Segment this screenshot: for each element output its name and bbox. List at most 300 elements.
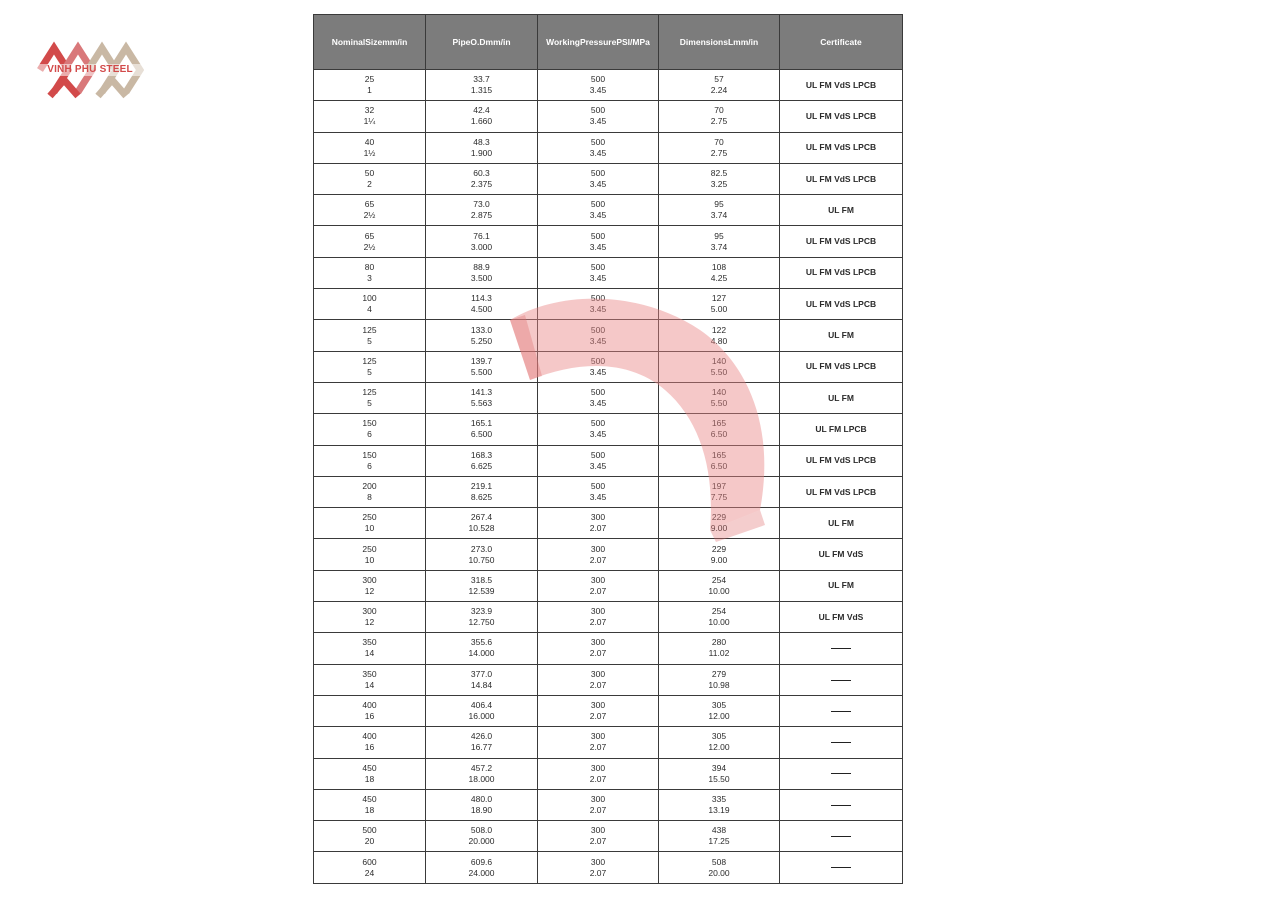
cell-nominal-size-imperial: 1 — [367, 85, 372, 96]
cell-working-pressure-metric: 300 — [590, 856, 606, 867]
cell-dimension-l — [659, 633, 780, 664]
cell-dimension-l-metric: 140 — [711, 355, 727, 366]
cell-nominal-size — [314, 664, 426, 695]
header-working-pressure: WorkingPressurePSI/MPa — [538, 15, 659, 70]
cell-nominal-size-imperial: 6 — [367, 429, 372, 440]
cell-nominal-size — [314, 195, 426, 226]
cell-nominal-size — [314, 852, 426, 884]
cell-pipe-od — [426, 476, 538, 507]
cell-nominal-size-imperial: 24 — [364, 867, 375, 878]
cell-working-pressure — [538, 101, 659, 132]
cell-dimension-l-metric: 305 — [711, 700, 727, 711]
cell-dimension-l-imperial: 5.00 — [710, 304, 728, 315]
cell-nominal-size-metric: 50 — [364, 168, 375, 179]
cell-certificate: UL FM VdS LPCB — [780, 476, 903, 507]
header-certificate: Certificate — [780, 15, 903, 70]
cell-dimension-l-imperial: 2.24 — [710, 85, 728, 96]
cell-pipe-od-metric: 88.9 — [473, 261, 490, 272]
cell-working-pressure-imperial: 3.45 — [589, 460, 607, 471]
cell-pipe-od — [426, 132, 538, 163]
cell-dimension-l — [659, 695, 780, 726]
cell-dimension-l-imperial: 10.00 — [708, 585, 730, 596]
cell-pipe-od-imperial: 2.875 — [470, 210, 493, 221]
cell-certificate: UL FM — [780, 570, 903, 601]
cell-nominal-size — [314, 382, 426, 413]
cell-pipe-od-imperial: 4.500 — [470, 304, 493, 315]
cell-nominal-size-metric: 400 — [362, 700, 377, 711]
cell-working-pressure-imperial: 2.07 — [589, 648, 607, 659]
cell-pipe-od-imperial: 2.375 — [470, 179, 493, 190]
cell-certificate: UL FM — [780, 195, 903, 226]
cell-dimension-l-imperial: 6.50 — [710, 429, 728, 440]
cell-nominal-size-imperial: 12 — [364, 585, 375, 596]
cell-dimension-l-metric: 197 — [711, 481, 727, 491]
cell-certificate — [780, 727, 903, 758]
cell-dimension-l — [659, 70, 780, 101]
header-nominal-size: NominalSizemm/in — [314, 15, 426, 70]
cell-working-pressure-imperial: 2.07 — [589, 617, 607, 628]
cell-nominal-size-imperial: 18 — [364, 773, 375, 784]
cell-working-pressure-metric: 300 — [590, 574, 606, 585]
cell-working-pressure-metric: 500 — [590, 481, 606, 491]
cell-dimension-l-imperial: 4.25 — [710, 272, 728, 283]
table-row — [314, 445, 903, 476]
cell-dimension-l — [659, 852, 780, 884]
cell-nominal-size-metric: 150 — [362, 449, 377, 460]
cell-dimension-l-imperial: 3.74 — [710, 241, 728, 252]
cell-pipe-od — [426, 508, 538, 539]
cell-dimension-l-imperial: 10.00 — [708, 617, 730, 628]
cell-dimension-l-imperial: 3.25 — [710, 179, 728, 190]
cell-pipe-od-imperial: 12.750 — [468, 617, 495, 628]
cell-working-pressure — [538, 789, 659, 820]
cell-pipe-od-imperial: 10.750 — [468, 554, 495, 565]
cell-pipe-od — [426, 539, 538, 570]
cell-pipe-od-metric: 426.0 — [470, 731, 493, 742]
cell-working-pressure-imperial: 2.07 — [589, 585, 607, 596]
cell-nominal-size-metric: 100 — [362, 293, 377, 304]
no-certificate-dash — [831, 867, 851, 868]
cell-pipe-od-metric: 165.1 — [470, 418, 493, 429]
cell-nominal-size-imperial: 2 — [367, 179, 372, 190]
cell-working-pressure-imperial: 2.07 — [589, 554, 607, 565]
cell-dimension-l-imperial: 4.80 — [710, 335, 728, 346]
cell-nominal-size-metric: 450 — [362, 793, 377, 804]
cell-nominal-size-imperial: 3 — [367, 272, 372, 283]
cell-pipe-od-imperial: 1.900 — [470, 147, 493, 158]
header-pipe-od: PipeO.Dmm/in — [426, 15, 538, 70]
cell-working-pressure-imperial: 3.45 — [589, 272, 607, 283]
cell-working-pressure — [538, 821, 659, 852]
cell-working-pressure — [538, 257, 659, 288]
cell-certificate — [780, 664, 903, 695]
cell-working-pressure-imperial: 2.07 — [589, 804, 607, 815]
cell-pipe-od-metric: 141.3 — [470, 387, 493, 398]
cell-working-pressure-imperial: 2.07 — [589, 679, 607, 690]
spec-table — [313, 14, 903, 884]
cell-certificate — [780, 821, 903, 852]
table-row — [314, 789, 903, 820]
cell-pipe-od-imperial: 16.000 — [468, 711, 495, 722]
cell-nominal-size — [314, 570, 426, 601]
cell-working-pressure-metric: 500 — [590, 230, 606, 241]
cell-nominal-size-metric: 250 — [362, 512, 377, 523]
cell-dimension-l-imperial: 13.19 — [708, 804, 730, 815]
cell-working-pressure — [538, 758, 659, 789]
no-certificate-dash — [831, 805, 851, 806]
cell-pipe-od — [426, 758, 538, 789]
table-row — [314, 320, 903, 351]
cell-working-pressure-metric: 300 — [590, 637, 606, 648]
cell-pipe-od — [426, 163, 538, 194]
cell-working-pressure-metric: 500 — [590, 74, 606, 85]
table-row — [314, 664, 903, 695]
cell-working-pressure — [538, 727, 659, 758]
header-dimensions: DimensionsLmm/in — [659, 15, 780, 70]
cell-working-pressure — [538, 70, 659, 101]
cell-nominal-size-imperial: 14 — [364, 679, 375, 690]
table-row — [314, 508, 903, 539]
cell-pipe-od — [426, 789, 538, 820]
table-row — [314, 414, 903, 445]
no-certificate-dash — [831, 680, 851, 681]
cell-nominal-size-metric: 300 — [362, 606, 377, 617]
cell-certificate: UL FM VdS LPCB — [780, 70, 903, 101]
cell-working-pressure-metric: 300 — [590, 543, 606, 554]
cell-dimension-l-imperial: 17.25 — [708, 836, 730, 847]
cell-dimension-l-imperial: 2.75 — [710, 147, 728, 158]
cell-pipe-od-metric: 114.3 — [471, 293, 492, 304]
cell-nominal-size-imperial: 5 — [367, 366, 372, 377]
cell-working-pressure-imperial: 3.45 — [589, 429, 607, 440]
cell-dimension-l-metric: 305 — [711, 731, 727, 742]
cell-pipe-od — [426, 101, 538, 132]
cell-dimension-l-metric: 508 — [711, 856, 727, 867]
cell-dimension-l-imperial: 15.50 — [708, 773, 730, 784]
cell-nominal-size-metric: 250 — [362, 543, 377, 554]
cell-dimension-l — [659, 539, 780, 570]
cell-nominal-size-imperial: 1½ — [363, 147, 376, 158]
cell-pipe-od — [426, 257, 538, 288]
cell-dimension-l-imperial: 20.00 — [708, 867, 730, 878]
cell-working-pressure-imperial: 2.07 — [589, 867, 607, 878]
cell-pipe-od-metric: 133.0 — [470, 324, 493, 335]
cell-certificate: UL FM VdS — [780, 539, 903, 570]
cell-pipe-od-metric: 457.2 — [470, 762, 493, 773]
cell-dimension-l-metric: 95 — [714, 230, 724, 241]
table-row — [314, 633, 903, 664]
logo-text: VINH PHU STEEL — [36, 64, 144, 76]
cell-nominal-size-metric: 65 — [364, 199, 375, 210]
cell-nominal-size-imperial: 6 — [367, 460, 372, 471]
cell-nominal-size-imperial: 18 — [364, 804, 375, 815]
cell-dimension-l-metric: 95 — [714, 199, 724, 210]
cell-certificate: UL FM VdS LPCB — [780, 289, 903, 320]
cell-dimension-l-imperial: 9.00 — [710, 523, 728, 534]
cell-pipe-od-imperial: 1.315 — [470, 85, 493, 96]
cell-dimension-l-imperial: 12.00 — [708, 711, 730, 722]
cell-certificate: UL FM VdS LPCB — [780, 163, 903, 194]
cell-working-pressure — [538, 633, 659, 664]
cell-dimension-l — [659, 789, 780, 820]
cell-pipe-od — [426, 821, 538, 852]
cell-nominal-size — [314, 320, 426, 351]
cell-dimension-l — [659, 320, 780, 351]
cell-working-pressure-imperial: 2.07 — [589, 742, 607, 753]
cell-pipe-od-imperial: 20.000 — [468, 836, 495, 847]
table-row — [314, 476, 903, 507]
cell-nominal-size — [314, 351, 426, 382]
cell-nominal-size-imperial: 1¼ — [363, 116, 376, 127]
cell-dimension-l-metric: 279 — [711, 668, 727, 679]
cell-pipe-od — [426, 445, 538, 476]
cell-nominal-size — [314, 602, 426, 633]
cell-pipe-od-imperial: 6.500 — [470, 429, 493, 440]
table-row — [314, 727, 903, 758]
cell-certificate: UL FM — [780, 508, 903, 539]
table-row — [314, 351, 903, 382]
cell-certificate — [780, 758, 903, 789]
cell-working-pressure-metric: 300 — [590, 668, 606, 679]
cell-nominal-size — [314, 445, 426, 476]
cell-pipe-od-metric: 267.4 — [470, 512, 493, 523]
cell-dimension-l-metric: 108 — [711, 261, 727, 272]
cell-working-pressure-metric: 300 — [590, 700, 606, 711]
cell-working-pressure-metric: 300 — [590, 512, 606, 523]
cell-nominal-size-imperial: 14 — [364, 648, 375, 659]
cell-pipe-od — [426, 382, 538, 413]
table-row — [314, 70, 903, 101]
cell-certificate: UL FM — [780, 382, 903, 413]
cell-certificate — [780, 789, 903, 820]
cell-nominal-size-metric: 125 — [362, 355, 377, 366]
cell-dimension-l-imperial: 9.00 — [710, 554, 728, 565]
table-row — [314, 132, 903, 163]
cell-working-pressure-imperial: 2.07 — [589, 773, 607, 784]
no-certificate-dash — [831, 648, 851, 649]
table-row — [314, 195, 903, 226]
cell-pipe-od — [426, 633, 538, 664]
cell-working-pressure — [538, 445, 659, 476]
cell-working-pressure-imperial: 3.45 — [589, 304, 607, 315]
cell-pipe-od-metric: 139.7 — [470, 355, 493, 366]
cell-nominal-size-metric: 25 — [364, 74, 375, 85]
cell-dimension-l — [659, 570, 780, 601]
cell-nominal-size-metric: 350 — [362, 637, 377, 648]
cell-working-pressure-imperial: 3.45 — [589, 241, 607, 252]
cell-working-pressure-imperial: 3.45 — [589, 147, 607, 158]
header-row — [314, 15, 903, 70]
cell-dimension-l — [659, 351, 780, 382]
cell-certificate: UL FM VdS LPCB — [780, 445, 903, 476]
table-row — [314, 382, 903, 413]
cell-nominal-size-imperial: 5 — [367, 335, 372, 346]
cell-pipe-od-imperial: 6.625 — [470, 460, 493, 471]
cell-pipe-od — [426, 195, 538, 226]
cell-working-pressure — [538, 226, 659, 257]
cell-dimension-l-imperial: 10.98 — [708, 679, 730, 690]
cell-working-pressure — [538, 664, 659, 695]
cell-pipe-od-imperial: 5.250 — [470, 335, 493, 346]
cell-nominal-size-metric: 125 — [362, 324, 377, 335]
cell-pipe-od-metric: 377.0 — [470, 668, 493, 679]
cell-dimension-l-metric: 140 — [711, 387, 727, 398]
cell-nominal-size-imperial: 4 — [367, 304, 372, 315]
table-row — [314, 257, 903, 288]
brand-logo — [36, 40, 144, 106]
cell-nominal-size-imperial: 2½ — [363, 241, 376, 252]
cell-nominal-size-imperial: 12 — [364, 617, 375, 628]
cell-working-pressure-metric: 500 — [590, 261, 606, 272]
cell-pipe-od — [426, 351, 538, 382]
cell-nominal-size-metric: 400 — [362, 731, 377, 742]
cell-pipe-od-metric: 48.3 — [473, 136, 490, 147]
cell-pipe-od-imperial: 5.500 — [470, 366, 493, 377]
cell-nominal-size-metric: 80 — [364, 261, 375, 272]
cell-dimension-l-imperial: 7.75 — [710, 492, 728, 502]
cell-working-pressure — [538, 570, 659, 601]
cell-dimension-l — [659, 132, 780, 163]
cell-pipe-od-imperial: 16.77 — [470, 742, 493, 753]
cell-nominal-size — [314, 476, 426, 507]
cell-nominal-size-metric: 500 — [362, 825, 377, 836]
cell-working-pressure — [538, 351, 659, 382]
cell-pipe-od-imperial: 10.528 — [468, 523, 495, 534]
cell-nominal-size — [314, 257, 426, 288]
cell-pipe-od — [426, 570, 538, 601]
cell-working-pressure-metric: 500 — [590, 199, 606, 210]
cell-certificate — [780, 695, 903, 726]
cell-working-pressure-imperial: 3.45 — [589, 398, 607, 409]
cell-pipe-od-imperial: 18.000 — [468, 773, 495, 784]
cell-working-pressure — [538, 382, 659, 413]
cell-working-pressure-imperial: 3.45 — [589, 492, 607, 502]
cell-nominal-size-metric: 600 — [362, 856, 377, 867]
cell-working-pressure-imperial: 3.45 — [589, 116, 607, 127]
cell-pipe-od-metric: 323.9 — [470, 606, 493, 617]
cell-pipe-od-metric: 609.6 — [470, 856, 493, 867]
cell-nominal-size — [314, 163, 426, 194]
cell-working-pressure — [538, 539, 659, 570]
cell-working-pressure-metric: 300 — [590, 793, 606, 804]
cell-pipe-od-metric: 355.6 — [470, 637, 493, 648]
cell-pipe-od-imperial: 14.000 — [468, 648, 495, 659]
cell-dimension-l — [659, 664, 780, 695]
cell-dimension-l — [659, 163, 780, 194]
cell-nominal-size — [314, 226, 426, 257]
cell-nominal-size-metric: 350 — [362, 668, 377, 679]
table-row — [314, 758, 903, 789]
cell-nominal-size-imperial: 20 — [364, 836, 375, 847]
cell-pipe-od-metric: 168.3 — [470, 449, 493, 460]
cell-pipe-od-imperial: 14.84 — [470, 679, 493, 690]
cell-working-pressure-metric: 500 — [590, 324, 606, 335]
cell-dimension-l-metric: 165 — [711, 449, 727, 460]
cell-working-pressure — [538, 602, 659, 633]
cell-dimension-l — [659, 226, 780, 257]
cell-nominal-size-metric: 450 — [362, 762, 377, 773]
cell-dimension-l-imperial: 5.50 — [710, 366, 728, 377]
cell-dimension-l-metric: 165 — [711, 418, 727, 429]
cell-pipe-od — [426, 414, 538, 445]
cell-dimension-l-imperial: 3.74 — [710, 210, 728, 221]
cell-dimension-l — [659, 101, 780, 132]
cell-working-pressure-metric: 500 — [590, 105, 606, 116]
cell-working-pressure — [538, 132, 659, 163]
cell-working-pressure-metric: 500 — [590, 387, 606, 398]
table-row — [314, 289, 903, 320]
cell-working-pressure-imperial: 3.45 — [589, 210, 607, 221]
table-row — [314, 852, 903, 884]
cell-pipe-od — [426, 226, 538, 257]
cell-nominal-size-imperial: 10 — [364, 554, 375, 565]
cell-nominal-size — [314, 508, 426, 539]
cell-nominal-size-metric: 150 — [362, 418, 377, 429]
cell-certificate: UL FM VdS LPCB — [780, 226, 903, 257]
cell-pipe-od-imperial: 1.660 — [470, 116, 493, 127]
cell-nominal-size-imperial: 2½ — [363, 210, 376, 221]
cell-certificate: UL FM LPCB — [780, 414, 903, 445]
cell-pipe-od — [426, 664, 538, 695]
cell-pipe-od — [426, 602, 538, 633]
table-row — [314, 821, 903, 852]
cell-working-pressure — [538, 163, 659, 194]
cell-pipe-od — [426, 727, 538, 758]
cell-working-pressure — [538, 195, 659, 226]
cell-nominal-size-metric: 32 — [364, 105, 375, 116]
cell-pipe-od-metric: 273.0 — [470, 543, 493, 554]
cell-nominal-size — [314, 414, 426, 445]
cell-working-pressure-imperial: 2.07 — [589, 836, 607, 847]
cell-nominal-size — [314, 70, 426, 101]
cell-pipe-od — [426, 320, 538, 351]
cell-dimension-l-metric: 122 — [711, 324, 727, 335]
cell-dimension-l — [659, 508, 780, 539]
cell-pipe-od-metric: 73.0 — [473, 199, 490, 210]
cell-pipe-od-metric: 219.1 — [470, 481, 493, 491]
cell-pipe-od — [426, 70, 538, 101]
cell-certificate — [780, 852, 903, 884]
cell-dimension-l-imperial: 12.00 — [708, 742, 730, 753]
cell-certificate: UL FM VdS LPCB — [780, 351, 903, 382]
table-row — [314, 101, 903, 132]
cell-working-pressure-imperial: 3.45 — [589, 366, 607, 377]
cell-dimension-l-metric: 394 — [711, 762, 727, 773]
cell-working-pressure-metric: 500 — [590, 168, 606, 179]
cell-dimension-l — [659, 727, 780, 758]
cell-working-pressure-imperial: 3.45 — [589, 179, 607, 190]
cell-nominal-size — [314, 289, 426, 320]
cell-working-pressure — [538, 695, 659, 726]
cell-pipe-od-metric: 33.7 — [473, 74, 490, 85]
table-row — [314, 163, 903, 194]
cell-dimension-l-metric: 254 — [711, 606, 727, 617]
cell-nominal-size-imperial: 10 — [364, 523, 375, 534]
cell-certificate: UL FM VdS LPCB — [780, 101, 903, 132]
cell-working-pressure-metric: 500 — [590, 136, 606, 147]
cell-dimension-l — [659, 382, 780, 413]
cell-dimension-l — [659, 758, 780, 789]
cell-pipe-od-imperial: 8.625 — [470, 492, 493, 502]
cell-pipe-od-imperial: 3.000 — [470, 241, 493, 252]
cell-dimension-l-metric: 127 — [711, 293, 727, 304]
cell-nominal-size — [314, 539, 426, 570]
cell-nominal-size — [314, 132, 426, 163]
cell-nominal-size — [314, 758, 426, 789]
cell-nominal-size-imperial: 16 — [364, 742, 375, 753]
cell-pipe-od-metric: 60.3 — [473, 168, 490, 179]
cell-working-pressure-imperial: 3.45 — [589, 335, 607, 346]
